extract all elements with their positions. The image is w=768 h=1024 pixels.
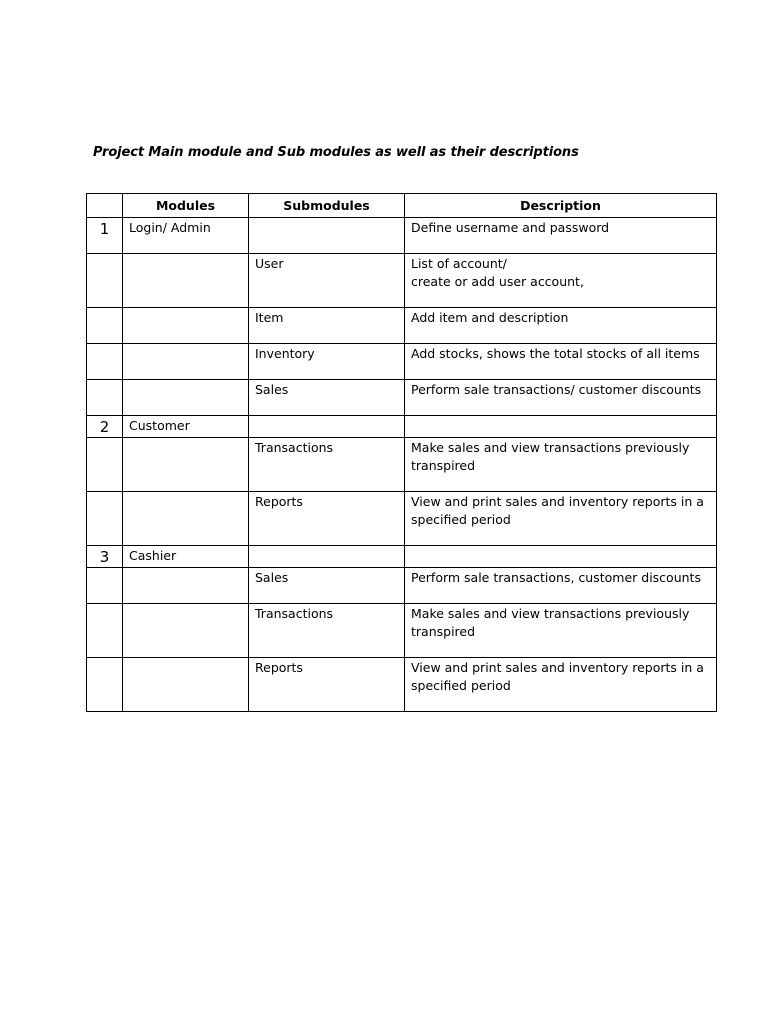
table-body: [87, 218, 717, 712]
submodule-cell: Reports: [249, 492, 405, 546]
row-number-cell: [87, 380, 123, 416]
submodule-cell: Inventory: [249, 344, 405, 380]
description-cell: [405, 658, 717, 712]
submodule-cell: User: [249, 254, 405, 308]
description-cell: [405, 416, 717, 438]
table-row: [87, 416, 717, 438]
table-row: [87, 604, 717, 658]
row-number-cell: [87, 658, 123, 712]
row-number-cell: [87, 308, 123, 344]
description-cell: [405, 344, 717, 380]
header-modules: Modules: [123, 194, 249, 218]
submodule-cell: Sales: [249, 568, 405, 604]
table-row: [87, 492, 717, 546]
description-line: List of account/: [411, 256, 507, 271]
description-line: specified period: [411, 678, 511, 693]
submodule-cell: Transactions: [249, 438, 405, 492]
modules-table: [86, 193, 717, 712]
description-cell: [405, 546, 717, 568]
table-row: [87, 344, 717, 380]
description-line: Make sales and view transactions previously: [411, 440, 690, 455]
description-cell: [405, 308, 717, 344]
submodule-cell: [249, 416, 405, 438]
submodule-cell: [249, 546, 405, 568]
row-number-cell: 2: [87, 416, 123, 438]
table-row: [87, 254, 717, 308]
description-line: View and print sales and inventory reports in a: [411, 660, 704, 675]
description-cell: [405, 254, 717, 308]
module-cell: Customer: [123, 416, 249, 438]
description-cell: [405, 218, 717, 254]
description-line: Add item and description: [411, 310, 569, 325]
table-header-row: [87, 194, 717, 218]
module-cell: Login/ Admin: [123, 218, 249, 254]
description-line: create or add user account,: [411, 274, 584, 289]
description-cell: [405, 604, 717, 658]
module-cell: [123, 492, 249, 546]
row-number-cell: 1: [87, 218, 123, 254]
description-cell: [405, 438, 717, 492]
submodule-cell: [249, 218, 405, 254]
table-row: [87, 658, 717, 712]
description-cell: [405, 380, 717, 416]
submodule-cell: Reports: [249, 658, 405, 712]
module-cell: Cashier: [123, 546, 249, 568]
row-number-cell: [87, 568, 123, 604]
description-line: View and print sales and inventory reports in a: [411, 494, 704, 509]
description-line: Define username and password: [411, 220, 610, 235]
row-number-cell: [87, 492, 123, 546]
table-row: [87, 218, 717, 254]
submodule-cell: Transactions: [249, 604, 405, 658]
row-number-cell: [87, 344, 123, 380]
module-cell: [123, 658, 249, 712]
description-line: transpired: [411, 458, 476, 473]
submodule-cell: Sales: [249, 380, 405, 416]
table-row: [87, 546, 717, 568]
header-number: [87, 194, 123, 218]
description-line: Perform sale transactions/ customer discounts: [411, 382, 702, 397]
row-number-cell: 3: [87, 546, 123, 568]
table-row: [87, 438, 717, 492]
module-cell: [123, 568, 249, 604]
row-number-cell: [87, 604, 123, 658]
module-cell: [123, 308, 249, 344]
description-cell: [405, 492, 717, 546]
table-row: [87, 380, 717, 416]
row-number-cell: [87, 438, 123, 492]
table-row: [87, 308, 717, 344]
header-description: Description: [405, 194, 717, 218]
module-cell: [123, 438, 249, 492]
submodule-cell: Item: [249, 308, 405, 344]
module-cell: [123, 380, 249, 416]
description-line: Make sales and view transactions previously: [411, 606, 690, 621]
module-cell: [123, 254, 249, 308]
header-submodules: Submodules: [249, 194, 405, 218]
description-line: Add stocks, shows the total stocks of all items: [411, 346, 700, 361]
page-title: Project Main module and Sub modules as well as their descriptions: [93, 145, 579, 160]
description-line: Perform sale transactions, customer discounts: [411, 570, 701, 585]
module-cell: [123, 344, 249, 380]
table-row: [87, 568, 717, 604]
module-cell: [123, 604, 249, 658]
description-line: specified period: [411, 512, 511, 527]
description-line: transpired: [411, 624, 476, 639]
description-cell: [405, 568, 717, 604]
row-number-cell: [87, 254, 123, 308]
